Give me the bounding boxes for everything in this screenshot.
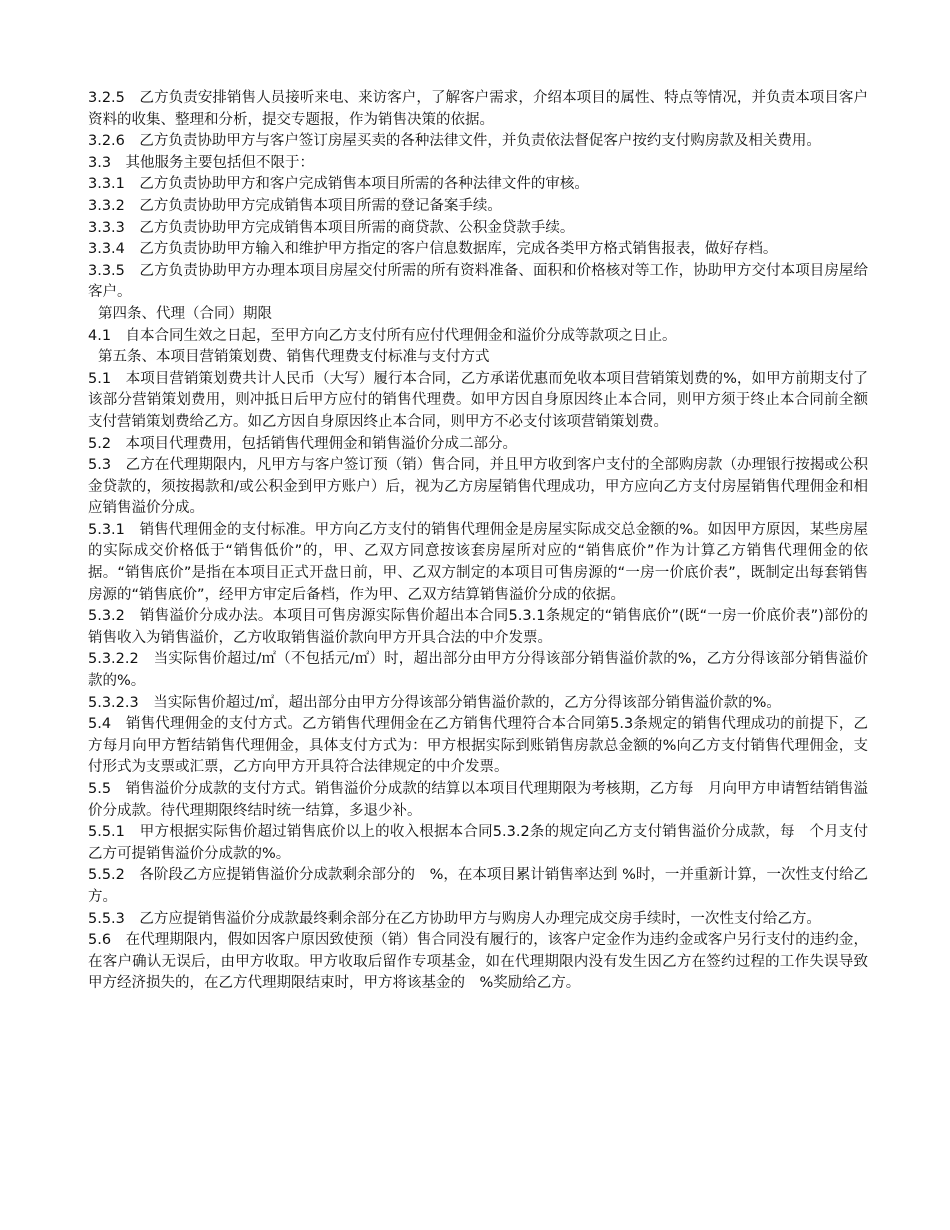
clause-p-5-1: 5.1 本项目营销策划费共计人民币（大写）履行本合同，乙方承诺优惠而免收本项目营销策划费的%，如甲方前期支付了该部分营销策划费用，则冲抵日后甲方应付的销售代理费。如甲方因自身原因终止本合同，则甲方须于终止本合同前全额支付营销策划费给乙方。如乙方因自身原因终止本合同，则甲方不必支付该项营销策划费。 bbox=[88, 370, 868, 430]
clause-p-3-3-2: 3.3.2 乙方负责协助甲方完成销售本项目所需的登记备案手续。 bbox=[88, 197, 502, 214]
clause-p-3-2-6: 3.2.6 乙方负责协助甲方与客户签订房屋买卖的各种法律文件，并负责依法督促客户按约支付购房款及相关费用。 bbox=[88, 133, 821, 150]
clause-p-5-5-2: 5.5.2 各阶段乙方应提销售溢价分成款剩余部分的 %，在本项目累计销售率达到 %时，一并重新计算，一次性支付给乙方。 bbox=[88, 867, 868, 905]
clause-p-5-4: 5.4 销售代理佣金的支付方式。乙方销售代理佣金在乙方销售代理符合本合同第5.3条规定的销售代理成功的前提下，乙方每月向甲方暂结销售代理佣金，具体支付方式为：甲方根据实际到账销售房款总金额的%向乙方支付销售代理佣金，支付形式为支票或汇票，乙方向甲方开具符合法律规定的中介发票。 bbox=[88, 716, 868, 776]
clause-p-5-3-1: 5.3.1 销售代理佣金的支付标准。甲方向乙方支付的销售代理佣金是房屋实际成交总金额的%。如因甲方原因，某些房屋的实际成交价格低于“销售低价”的，甲、乙双方同意按该套房屋所对应的“销售底价”作为计算乙方销售代理佣金的依据。“销售底价”是指在本项目正式开盘日前，甲、乙双方制定的本项目可售房源的“一房一价底价表”，既制定出每套销售房源的“销售底价”，经甲方审定后备档，作为甲、乙双方结算销售溢价分成的依据。 bbox=[88, 521, 868, 603]
clause-p-3-2-5: 3.2.5 乙方负责安排销售人员接听来电、来访客户，了解客户需求，介绍本项目的属性、特点等情况，并负责本项目客户资料的收集、整理和分析，提交专题报，作为销售决策的依据。 bbox=[88, 90, 868, 128]
clause-p-3-3-5: 3.3.5 乙方负责协助甲方办理本项目房屋交付所需的所有资料准备、面积和价格核对等工作，协助甲方交付本项目房屋给客户。 bbox=[88, 262, 868, 301]
clause-p-3-3-4: 3.3.4 乙方负责协助甲方输入和维护甲方指定的客户信息数据库，完成各类甲方格式销售报表，做好存档。 bbox=[88, 241, 778, 258]
clause-p-5-6: 5.6 在代理期限内，假如因客户原因致使预（销）售合同没有履行的，该客户定金作为违约金或客户另行支付的违约金，在客户确认无误后，由甲方收取。甲方收取后留作专项基金，如在代理期限内没有发生因乙方在签约过程的工作失误导致甲方经济损失的，在乙方代理期限结束时，甲方将该基金的 %奖励给乙方。 bbox=[88, 932, 868, 992]
document-page bbox=[88, 88, 868, 995]
clause-p-5-3-2-3: 5.3.2.3 当实际售价超过/㎡，超出部分由甲方分得该部分销售溢价款的，乙方分得该部分销售溢价款的%。 bbox=[88, 694, 781, 711]
clause-p-5-2: 5.2 本项目代理费用，包括销售代理佣金和销售溢价分成二部分。 bbox=[88, 435, 518, 452]
section-heading-h-4: 第四条、代理（合同）期限 bbox=[98, 305, 272, 322]
clause-p-5-3: 5.3 乙方在代理期限内，凡甲方与客户签订预（销）售合同，并且甲方收到客户支付的全部购房款（办理银行按揭或公积金贷款的，须按揭款和/或公积金到甲方账户）后，视为乙方房屋销售代理成功，甲方应向乙方支付房屋销售代理佣金和相应销售溢价分成。 bbox=[88, 457, 868, 517]
clause-p-3-3: 3.3 其他服务主要包括但不限于： bbox=[88, 154, 315, 171]
clause-p-5-5: 5.5 销售溢价分成款的支付方式。销售溢价分成款的结算以本项目代理期限为考核期，乙方每 月向甲方申请暂结销售溢价分成款。待代理期限终结时统一结算，多退少补。 bbox=[88, 781, 868, 819]
clause-p-3-3-1: 3.3.1 乙方负责协助甲方和客户完成销售本项目所需的各种法律文件的审核。 bbox=[88, 176, 589, 193]
clause-p-5-5-3: 5.5.3 乙方应提销售溢价分成款最终剩余部分在乙方协助甲方与购房人办理完成交房手续时，一次性支付给乙方。 bbox=[88, 910, 821, 927]
clause-p-5-5-1: 5.5.1 甲方根据实际售价超过销售底价以上的收入根据本合同5.3.2条的规定向乙方支付销售溢价分成款，每 个月支付乙方可提销售溢价分成款的%。 bbox=[88, 824, 868, 862]
clause-p-5-3-2: 5.3.2 销售溢价分成办法。本项目可售房源实际售价超出本合同5.3.1条规定的“销售底价”(既“一房一价底价表”)部份的销售收入为销售溢价，乙方收取销售溢价款向甲方开具合法的中介发票。 bbox=[88, 608, 868, 646]
clause-p-3-3-3: 3.3.3 乙方负责协助甲方完成销售本项目所需的商贷款、公积金贷款手续。 bbox=[88, 219, 575, 236]
clause-p-5-3-2-2: 5.3.2.2 当实际售价超过/㎡（不包括元/㎡）时，超出部分由甲方分得该部分销售溢价款的%，乙方分得该部分销售溢价款的%。 bbox=[88, 651, 868, 690]
clause-p-4-1: 4.1 自本合同生效之日起，至甲方向乙方支付所有应付代理佣金和溢价分成等款项之日止。 bbox=[88, 327, 677, 344]
section-heading-h-5: 第五条、本项目营销策划费、销售代理费支付标准与支付方式 bbox=[98, 349, 490, 366]
